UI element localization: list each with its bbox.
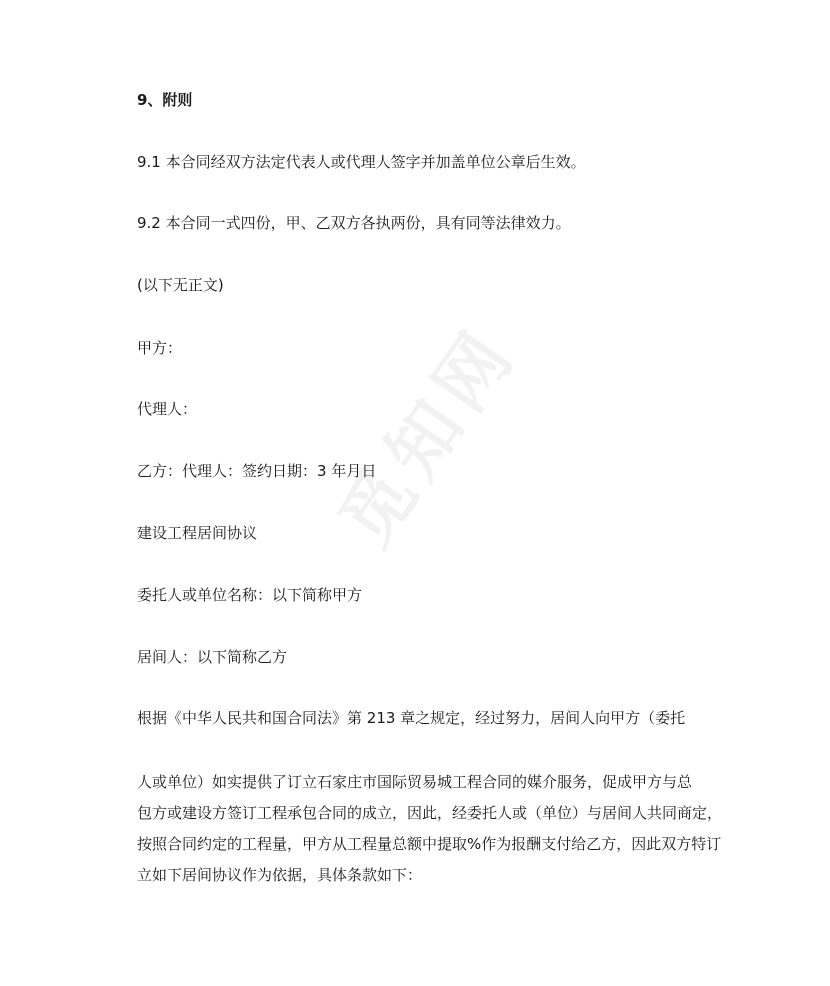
preamble-paragraph [137, 767, 727, 891]
no-body-text-note: (以下无正文) [137, 276, 224, 294]
preamble-first-line: 根据《中华人民共和国合同法》第 213 章之规定，经过努力，居间人向甲方（委托 [137, 709, 686, 727]
agent-label: 代理人： [137, 400, 198, 418]
party-b-signature-line: 乙方：代理人：签约日期：3 年月日 [137, 462, 377, 480]
client-name-line: 委托人或单位名称：以下简称甲方 [137, 586, 363, 604]
paragraph-line: 人或单位）如实提供了订立石家庄市国际贸易城工程合同的媒介服务，促成甲方与总 [137, 773, 693, 791]
clause-9-1: 9.1 本合同经双方法定代表人或代理人签字并加盖单位公章后生效。 [137, 153, 586, 171]
section-heading: 9、附则 [137, 91, 193, 109]
paragraph-line: 包方或建设方签订工程承包合同的成立，因此，经委托人或（单位）与居间人共同商定， [137, 804, 723, 822]
paragraph-line: 按照合同约定的工程量，甲方从工程量总额中提取%作为报酬支付给乙方，因此双方特订 [137, 835, 722, 853]
watermark: 觅知网 [322, 310, 533, 561]
intermediary-line: 居间人：以下简称乙方 [137, 648, 288, 666]
paragraph-line: 立如下居间协议作为依据，具体条款如下： [137, 866, 423, 884]
party-a-label: 甲方： [137, 339, 183, 357]
agreement-title: 建设工程居间协议 [137, 524, 258, 542]
clause-9-2: 9.2 本合同一式四份，甲、乙双方各执两份，具有同等法律效力。 [137, 214, 571, 232]
